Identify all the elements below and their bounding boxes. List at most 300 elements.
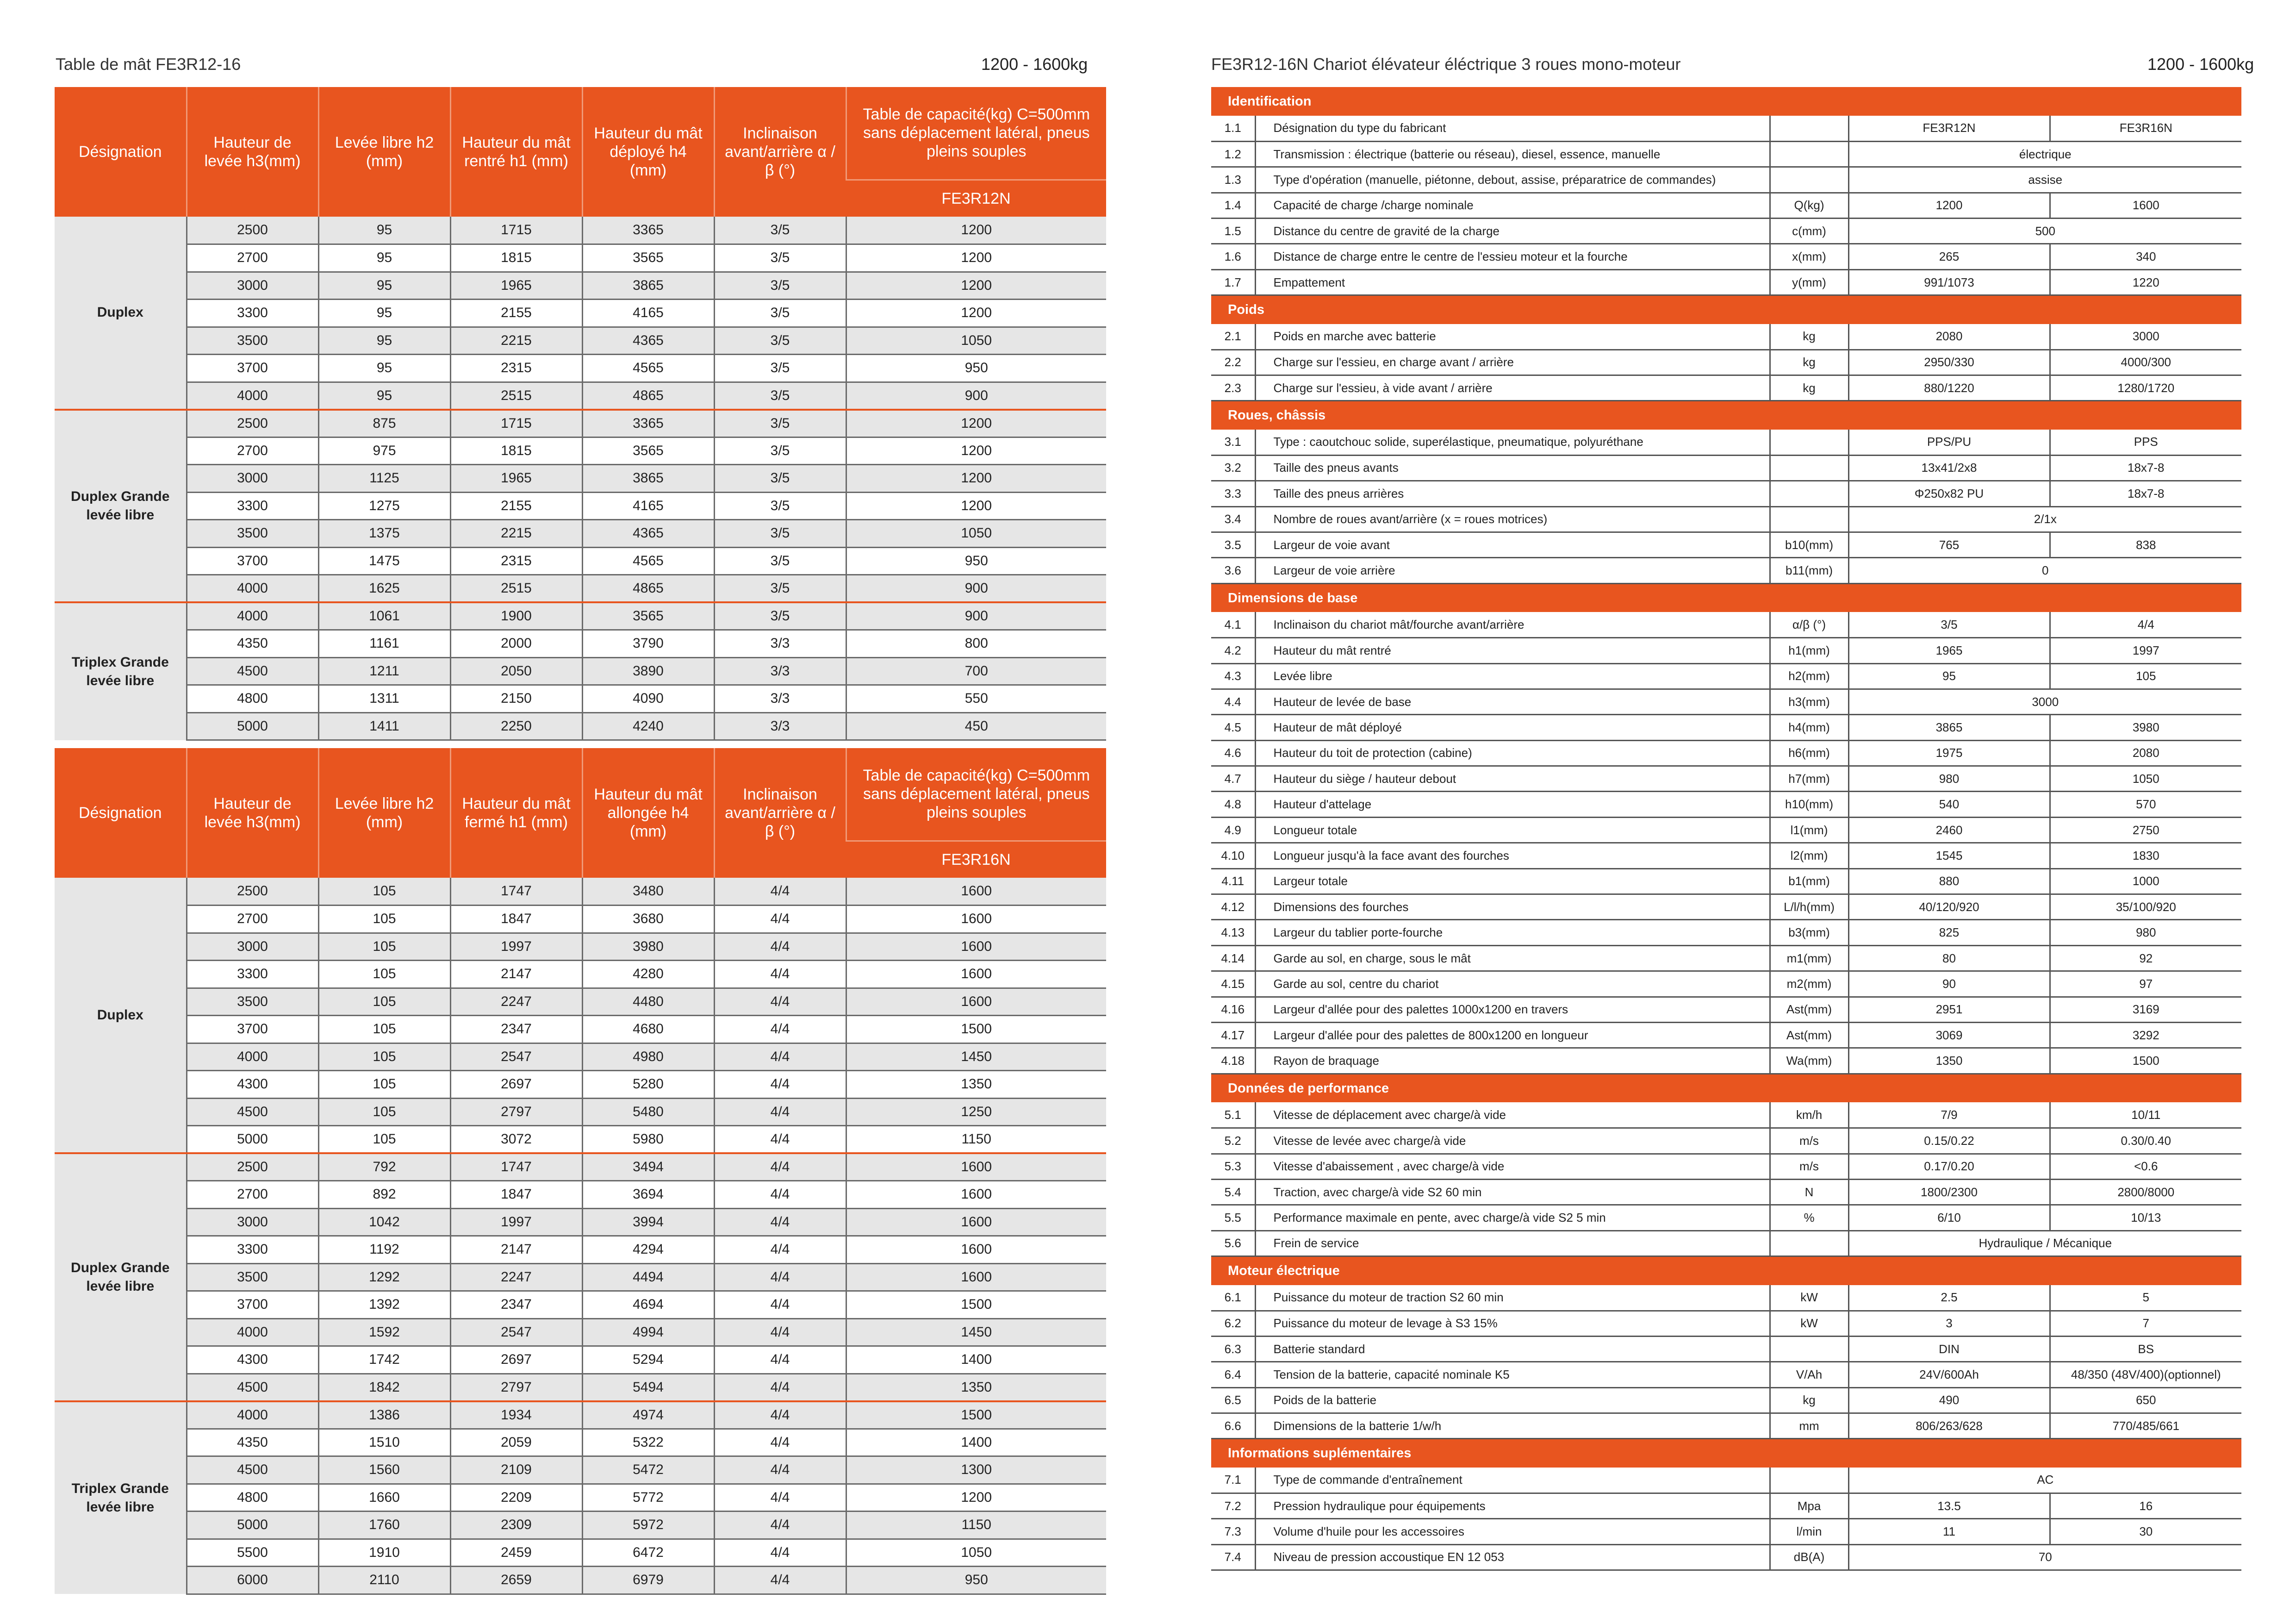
table-cell: 105 <box>318 961 450 988</box>
table-cell: 4/4 <box>714 1263 846 1291</box>
spec-unit <box>1770 141 1848 167</box>
table-cell: 2315 <box>450 355 582 382</box>
spec-ref: 3.3 <box>1211 481 1255 506</box>
spec-ref: 4.17 <box>1211 1023 1255 1048</box>
table-cell: 2000 <box>450 630 582 658</box>
spec-label: Type d'opération (manuelle, piétonne, debout, assise, préparatrice de commandes) <box>1255 167 1770 193</box>
table-row <box>55 1291 1106 1319</box>
spec-row <box>1211 817 2241 843</box>
spec-value: 80 <box>1848 945 2050 971</box>
spec-unit: L/l/h(mm) <box>1770 894 1848 920</box>
table-cell: 3500 <box>187 327 318 355</box>
spec-label: Hauteur du toit de protection (cabine) <box>1255 740 1770 766</box>
spec-unit <box>1770 1336 1848 1362</box>
table-cell: 3300 <box>187 492 318 520</box>
spec-value: 7/9 <box>1848 1102 2050 1128</box>
spec-ref: 2.2 <box>1211 350 1255 375</box>
right-page-title: FE3R12-16N Chariot élévateur éléctrique 3 roues mono-moteur <box>1211 55 1681 74</box>
column-header: Hauteur de levée h3(mm) <box>187 748 318 878</box>
column-header: Hauteur du mât allongée h4 (mm) <box>582 748 714 878</box>
spec-row <box>1211 997 2241 1022</box>
spec-value: BS <box>2050 1336 2241 1362</box>
spec-label: Vitesse de levée avec charge/à vide <box>1255 1128 1770 1154</box>
table-cell: 2500 <box>187 410 318 437</box>
table-row <box>55 906 1106 933</box>
spec-ref: 7.1 <box>1211 1468 1255 1493</box>
table-row <box>55 1512 1106 1539</box>
spec-unit: h2(mm) <box>1770 663 1848 689</box>
table-cell: 1510 <box>318 1429 450 1456</box>
column-header: Hauteur du mât déployé h4 (mm) <box>582 87 714 217</box>
table-cell: 2110 <box>318 1567 450 1594</box>
table-cell: 4500 <box>187 1374 318 1401</box>
table-cell: 1965 <box>450 465 582 493</box>
spec-ref: 3.6 <box>1211 558 1255 583</box>
spec-ref: 2.1 <box>1211 324 1255 350</box>
spec-ref: 5.4 <box>1211 1179 1255 1205</box>
table-cell: 4350 <box>187 630 318 658</box>
table-cell: 1747 <box>450 1153 582 1181</box>
table-cell: 700 <box>846 657 1106 685</box>
spec-ref: 4.14 <box>1211 945 1255 971</box>
spec-label: Hauteur de levée de base <box>1255 689 1770 714</box>
table-row <box>55 272 1106 300</box>
table-cell: 1815 <box>450 244 582 272</box>
table-cell: 4300 <box>187 1071 318 1099</box>
spec-ref: 1.2 <box>1211 141 1255 167</box>
spec-ref: 4.4 <box>1211 689 1255 714</box>
table-cell: 4350 <box>187 1429 318 1456</box>
table-cell: 875 <box>318 410 450 437</box>
table-cell: 1200 <box>846 410 1106 437</box>
table-cell: 105 <box>318 878 450 906</box>
spec-value: 4/4 <box>2050 612 2241 637</box>
column-header: Désignation <box>55 87 187 217</box>
table-cell: 2700 <box>187 906 318 933</box>
spec-unit: m2(mm) <box>1770 971 1848 997</box>
spec-row <box>1211 843 2241 868</box>
spec-ref: 7.3 <box>1211 1519 1255 1544</box>
spec-row <box>1211 1102 2241 1128</box>
group-designation: Duplex <box>55 878 187 1153</box>
spec-value: 3169 <box>2050 997 2241 1022</box>
spec-unit: dB(A) <box>1770 1544 1848 1570</box>
spec-label: Dimensions des fourches <box>1255 894 1770 920</box>
table-cell: 4865 <box>582 575 714 603</box>
spec-unit: h10(mm) <box>1770 792 1848 817</box>
table-cell: 4/4 <box>714 906 846 933</box>
table-cell: 4165 <box>582 300 714 327</box>
spec-label: Largeur totale <box>1255 868 1770 894</box>
table-cell: 1150 <box>846 1512 1106 1539</box>
table-cell: 5494 <box>582 1374 714 1401</box>
table-cell: 1042 <box>318 1208 450 1236</box>
table-cell: 4494 <box>582 1263 714 1291</box>
table-cell: 4300 <box>187 1346 318 1374</box>
spec-ref: 5.1 <box>1211 1102 1255 1128</box>
spec-value: 10/11 <box>2050 1102 2241 1128</box>
spec-value: assise <box>1848 167 2241 193</box>
table-row <box>55 300 1106 327</box>
spec-ref: 1.3 <box>1211 167 1255 193</box>
spec-row <box>1211 971 2241 997</box>
spec-row <box>1211 612 2241 637</box>
column-header: Inclinaison avant/arrière α / β (°) <box>714 87 846 217</box>
table-cell: 1450 <box>846 1318 1106 1346</box>
table-row <box>55 1043 1106 1071</box>
spec-unit: Wa(mm) <box>1770 1048 1848 1074</box>
section-title: Identification <box>1211 87 2241 116</box>
spec-value: 490 <box>1848 1387 2050 1413</box>
spec-value: 1830 <box>2050 843 2241 868</box>
spec-value: 13.5 <box>1848 1493 2050 1518</box>
spec-ref: 4.2 <box>1211 638 1255 663</box>
spec-unit: Mpa <box>1770 1493 1848 1518</box>
table-row <box>55 327 1106 355</box>
table-cell: 3790 <box>582 630 714 658</box>
spec-value: 570 <box>2050 792 2241 817</box>
table-cell: 3072 <box>450 1126 582 1154</box>
spec-value: PPS <box>2050 430 2241 455</box>
table-cell: 2459 <box>450 1539 582 1567</box>
group-designation: Duplex <box>55 217 187 410</box>
section-title: Poids <box>1211 295 2241 324</box>
table-cell: 3/5 <box>714 272 846 300</box>
table-row <box>55 657 1106 685</box>
table-cell: 1200 <box>846 1484 1106 1512</box>
spec-value: 0.17/0.20 <box>1848 1154 2050 1179</box>
table-cell: 5480 <box>582 1098 714 1126</box>
table-cell: 1625 <box>318 575 450 603</box>
table-cell: 1200 <box>846 272 1106 300</box>
table-cell: 4280 <box>582 961 714 988</box>
spec-ref: 4.6 <box>1211 740 1255 766</box>
table-cell: 5000 <box>187 712 318 740</box>
spec-value: 980 <box>1848 766 2050 792</box>
spec-ref: 5.2 <box>1211 1128 1255 1154</box>
spec-ref: 4.9 <box>1211 817 1255 843</box>
spec-ref: 4.10 <box>1211 843 1255 868</box>
table-cell: 1742 <box>318 1346 450 1374</box>
table-cell: 1350 <box>846 1071 1106 1099</box>
table-cell: 1592 <box>318 1318 450 1346</box>
spec-unit: % <box>1770 1205 1848 1230</box>
table-row <box>55 1567 1106 1594</box>
spec-row <box>1211 1023 2241 1048</box>
column-header: Table de capacité(kg) C=500mm sans déplacement latéral, pneus pleins souples <box>846 87 1106 180</box>
spec-ref: 4.16 <box>1211 997 1255 1022</box>
spec-ref: 4.3 <box>1211 663 1255 689</box>
spec-unit: kg <box>1770 375 1848 401</box>
table-cell: 5472 <box>582 1456 714 1484</box>
table-row <box>55 630 1106 658</box>
spec-value: 16 <box>2050 1493 2241 1518</box>
table-cell: 2209 <box>450 1484 582 1512</box>
spec-value: 97 <box>2050 971 2241 997</box>
table-cell: 105 <box>318 933 450 961</box>
spec-row <box>1211 532 2241 557</box>
spec-ref: 7.4 <box>1211 1544 1255 1570</box>
spec-unit: c(mm) <box>1770 219 1848 244</box>
table-row <box>55 1539 1106 1567</box>
table-cell: 3565 <box>582 244 714 272</box>
spec-value: 2800/8000 <box>2050 1179 2241 1205</box>
spec-value: 1050 <box>2050 766 2241 792</box>
table-cell: 95 <box>318 217 450 244</box>
table-cell: 4800 <box>187 1484 318 1512</box>
table-row <box>55 1153 1106 1181</box>
spec-label: Frein de service <box>1255 1230 1770 1256</box>
spec-unit: b10(mm) <box>1770 532 1848 557</box>
section-title: Dimensions de base <box>1211 583 2241 612</box>
table-cell: 3494 <box>582 1153 714 1181</box>
table-cell: 2247 <box>450 1263 582 1291</box>
spec-label: Largeur d'allée pour des palettes 1000x1200 en travers <box>1255 997 1770 1022</box>
spec-unit: b3(mm) <box>1770 920 1848 945</box>
table-cell: 3565 <box>582 437 714 465</box>
table-cell: 3000 <box>187 272 318 300</box>
spec-unit: l2(mm) <box>1770 843 1848 868</box>
spec-unit: l/min <box>1770 1519 1848 1544</box>
table-cell: 3865 <box>582 465 714 493</box>
table-cell: 3700 <box>187 1016 318 1043</box>
spec-value: 35/100/920 <box>2050 894 2241 920</box>
table-cell: 2147 <box>450 961 582 988</box>
spec-value: 3980 <box>2050 715 2241 740</box>
spec-value: 1965 <box>1848 638 2050 663</box>
spec-value: 825 <box>1848 920 2050 945</box>
table-cell: 1815 <box>450 437 582 465</box>
spec-value: FE3R16N <box>2050 116 2241 141</box>
table-cell: 95 <box>318 244 450 272</box>
table-cell: 4/4 <box>714 1512 846 1539</box>
table-cell: 3/3 <box>714 630 846 658</box>
table-cell: 900 <box>846 382 1106 410</box>
spec-value: 95 <box>1848 663 2050 689</box>
spec-ref: 1.6 <box>1211 244 1255 269</box>
table-cell: 1300 <box>846 1456 1106 1484</box>
left-page-title: Table de mât FE3R12-16 <box>56 55 241 74</box>
right-page-capacity: 1200 - 1600kg <box>2147 55 2254 74</box>
spec-value: 4000/300 <box>2050 350 2241 375</box>
table-cell: 5972 <box>582 1512 714 1539</box>
table-row <box>55 465 1106 493</box>
table-cell: 1350 <box>846 1374 1106 1401</box>
table-row <box>55 878 1106 906</box>
spec-row <box>1211 506 2241 532</box>
spec-label: Largeur d'allée pour des palettes de 800x1200 en longueur <box>1255 1023 1770 1048</box>
spec-ref: 6.6 <box>1211 1413 1255 1439</box>
spec-row <box>1211 481 2241 506</box>
table-cell: 2797 <box>450 1098 582 1126</box>
spec-unit: h3(mm) <box>1770 689 1848 714</box>
spec-unit: b1(mm) <box>1770 868 1848 894</box>
spec-value: Hydraulique / Mécanique <box>1848 1230 2241 1256</box>
mast-table-2 <box>55 748 1106 1595</box>
table-cell: 1842 <box>318 1374 450 1401</box>
spec-value: 500 <box>1848 219 2241 244</box>
section-header <box>1211 583 2241 612</box>
table-cell: 4/4 <box>714 1043 846 1071</box>
table-cell: 1161 <box>318 630 450 658</box>
spec-label: Nombre de roues avant/arrière (x = roues motrices) <box>1255 506 1770 532</box>
table-cell: 2797 <box>450 1374 582 1401</box>
spec-ref: 6.1 <box>1211 1285 1255 1311</box>
table-cell: 3/5 <box>714 300 846 327</box>
table-cell: 3/5 <box>714 492 846 520</box>
spec-value: 24V/600Ah <box>1848 1362 2050 1387</box>
spec-value: 1200 <box>1848 193 2050 218</box>
table-row <box>55 355 1106 382</box>
table-cell: 1900 <box>450 602 582 630</box>
table-cell: 3300 <box>187 1236 318 1264</box>
model-header: FE3R16N <box>846 841 1106 878</box>
spec-value: 92 <box>2050 945 2241 971</box>
table-cell: 105 <box>318 1126 450 1154</box>
table-cell: 950 <box>846 547 1106 575</box>
spec-ref: 2.3 <box>1211 375 1255 401</box>
table-cell: 1450 <box>846 1043 1106 1071</box>
spec-row <box>1211 430 2241 455</box>
column-header: Levée libre h2 (mm) <box>318 748 450 878</box>
mast-table-1 <box>55 87 1106 741</box>
table-cell: 3500 <box>187 520 318 548</box>
table-cell: 1760 <box>318 1512 450 1539</box>
table-cell: 95 <box>318 355 450 382</box>
table-cell: 1200 <box>846 300 1106 327</box>
table-cell: 4/4 <box>714 1401 846 1429</box>
table-cell: 4240 <box>582 712 714 740</box>
spec-unit: α/β (°) <box>1770 612 1848 637</box>
table-cell: 3890 <box>582 657 714 685</box>
spec-value: 18x7-8 <box>2050 455 2241 481</box>
spec-row <box>1211 1413 2241 1439</box>
spec-label: Garde au sol, en charge, sous le mât <box>1255 945 1770 971</box>
spec-value: 2080 <box>1848 324 2050 350</box>
table-row <box>55 382 1106 410</box>
table-cell: 4/4 <box>714 1346 846 1374</box>
spec-value: 765 <box>1848 532 2050 557</box>
spec-value: 3 <box>1848 1311 2050 1336</box>
table-cell: 1965 <box>450 272 582 300</box>
table-cell: 5500 <box>187 1539 318 1567</box>
spec-unit <box>1770 1230 1848 1256</box>
table-row <box>55 602 1106 630</box>
spec-unit: kW <box>1770 1311 1848 1336</box>
table-row <box>55 1429 1106 1456</box>
spec-value: 1800/2300 <box>1848 1179 2050 1205</box>
table-cell: 4680 <box>582 1016 714 1043</box>
spec-ref: 4.1 <box>1211 612 1255 637</box>
section-header <box>1211 87 2241 116</box>
spec-value: 2951 <box>1848 997 2050 1022</box>
group-designation: Duplex Grande levée libre <box>55 410 187 603</box>
column-header: Levée libre h2 (mm) <box>318 87 450 217</box>
table-cell: 105 <box>318 988 450 1016</box>
table-cell: 3/3 <box>714 685 846 713</box>
table-cell: 4000 <box>187 1043 318 1071</box>
spec-unit <box>1770 506 1848 532</box>
table-cell: 4/4 <box>714 1567 846 1594</box>
section-header <box>1211 295 2241 324</box>
table-cell: 1050 <box>846 520 1106 548</box>
spec-row <box>1211 1519 2241 1544</box>
table-cell: 1997 <box>450 1208 582 1236</box>
table-cell: 1910 <box>318 1539 450 1567</box>
spec-label: Désignation du type du fabricant <box>1255 116 1770 141</box>
table-cell: 1560 <box>318 1456 450 1484</box>
table-cell: 4694 <box>582 1291 714 1319</box>
table-cell: 1500 <box>846 1016 1106 1043</box>
spec-label: Poids de la batterie <box>1255 1387 1770 1413</box>
spec-row <box>1211 1311 2241 1336</box>
spec-label: Longueur totale <box>1255 817 1770 843</box>
table-row <box>55 1318 1106 1346</box>
spec-label: Taille des pneus avants <box>1255 455 1770 481</box>
table-cell: 1600 <box>846 878 1106 906</box>
table-cell: 450 <box>846 712 1106 740</box>
spec-label: Type de commande d'entraînement <box>1255 1468 1770 1493</box>
table-cell: 2309 <box>450 1512 582 1539</box>
spec-unit: h1(mm) <box>1770 638 1848 663</box>
table-cell: 1311 <box>318 685 450 713</box>
spec-value: 340 <box>2050 244 2241 269</box>
table-cell: 4/4 <box>714 933 846 961</box>
spec-row <box>1211 1362 2241 1387</box>
table-cell: 1061 <box>318 602 450 630</box>
table-cell: 5000 <box>187 1126 318 1154</box>
spec-label: Distance du centre de gravité de la charge <box>1255 219 1770 244</box>
table-cell: 2155 <box>450 492 582 520</box>
spec-unit: kg <box>1770 324 1848 350</box>
table-cell: 550 <box>846 685 1106 713</box>
table-cell: 5280 <box>582 1071 714 1099</box>
table-cell: 950 <box>846 355 1106 382</box>
table-cell: 1292 <box>318 1263 450 1291</box>
section-header <box>1211 1074 2241 1102</box>
spec-value: 0 <box>1848 558 2241 583</box>
spec-ref: 4.15 <box>1211 971 1255 997</box>
table-row <box>55 1181 1106 1209</box>
spec-label: Vitesse de déplacement avec charge/à vide <box>1255 1102 1770 1128</box>
table-cell: 1847 <box>450 1181 582 1209</box>
table-cell: 2515 <box>450 575 582 603</box>
spec-row <box>1211 1205 2241 1230</box>
table-cell: 6472 <box>582 1539 714 1567</box>
spec-unit: kg <box>1770 350 1848 375</box>
table-row <box>55 988 1106 1016</box>
table-cell: 2109 <box>450 1456 582 1484</box>
spec-unit: l1(mm) <box>1770 817 1848 843</box>
table-cell: 4/4 <box>714 1291 846 1319</box>
spec-ref: 7.2 <box>1211 1493 1255 1518</box>
table-cell: 900 <box>846 602 1106 630</box>
table-cell: 1934 <box>450 1401 582 1429</box>
table-row <box>55 547 1106 575</box>
spec-value: 1220 <box>2050 269 2241 295</box>
table-cell: 4/4 <box>714 1318 846 1346</box>
table-cell: 3/5 <box>714 327 846 355</box>
table-cell: 4480 <box>582 988 714 1016</box>
spec-label: Inclinaison du chariot mât/fourche avant/arrière <box>1255 612 1770 637</box>
table-cell: 1600 <box>846 906 1106 933</box>
table-cell: 6979 <box>582 1567 714 1594</box>
table-cell: 1600 <box>846 1153 1106 1181</box>
spec-label: Niveau de pression accoustique EN 12 053 <box>1255 1544 1770 1570</box>
spec-value: 18x7-8 <box>2050 481 2241 506</box>
table-cell: 4/4 <box>714 1374 846 1401</box>
table-cell: 4/4 <box>714 878 846 906</box>
